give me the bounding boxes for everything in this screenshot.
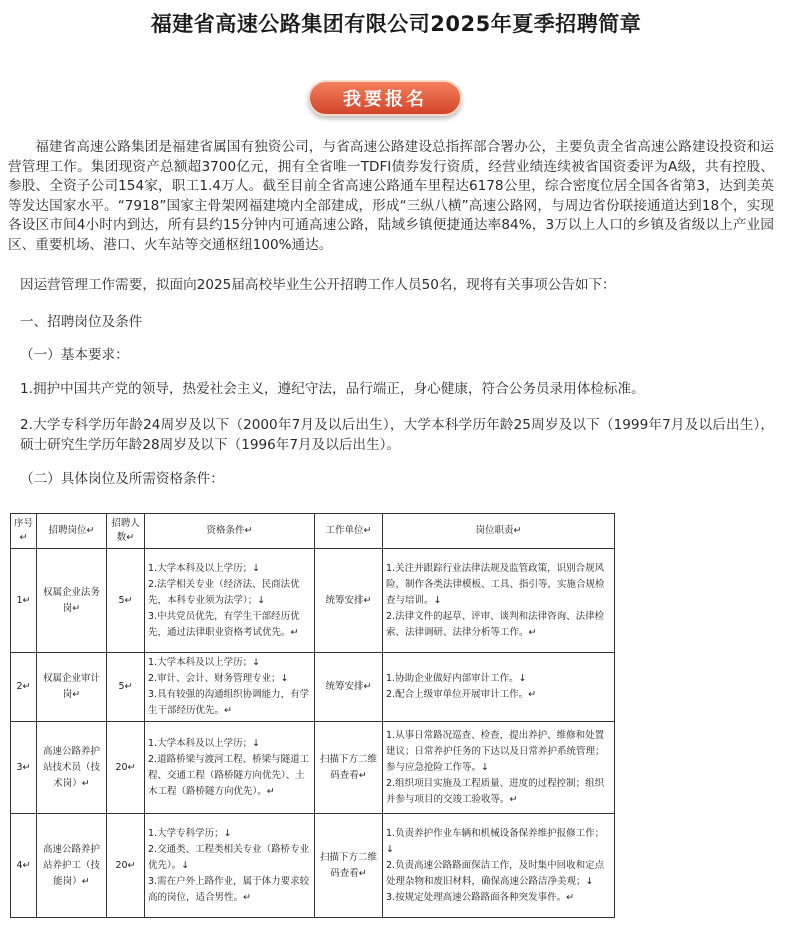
header-conditions: 资格条件↵: [145, 514, 315, 549]
duty-item: 2.负责高速公路路面保洁工作，及时集中回收和定点处理杂物和废旧材料，确保高速公路洁净美观；↓: [386, 859, 605, 887]
intro-paragraph: 福建省高速公路集团是福建省属国有独资公司，与省高速公路建设总指挥部合署办公，主要负责全省高速公路建设投资和运营管理工作。集团现资产总额超3700亿元，拥有全省唯一TDFI债券发行资质，经营业绩连续被省国资委评为A级，共有控股、参股、全资子公司154家，职工1.4万人。截至目前全省高速公路通车里程达6178公里，综合密度位居全国各省第3，达到美英等发达国家水平。“7918”国家主骨架网福建境内全部建成，形成“三纵八横”高速公路网，与周边省份联接通道达到18个，实现各设区市间4小时内到达，所有县约15分钟内可通高速公路，陆域乡镇便捷通达率84%，3万以上人口的乡镇及省级以上产业园区、重要机场、港口、火车站等交通枢纽100%通达。: [8, 139, 774, 253]
row-conditions: [145, 549, 315, 653]
row-duties: [383, 549, 615, 653]
table-row: [11, 722, 615, 814]
row-post: 权属企业审计岗↵: [37, 653, 107, 722]
row-duties: [383, 653, 615, 722]
condition-item: 1.大学本科及以上学历；↓: [148, 657, 261, 668]
row-no: 3↵: [11, 722, 37, 814]
row-unit: 统筹安排↵: [315, 549, 383, 653]
row-count: 5↵: [107, 549, 145, 653]
condition-item: 2.审计、会计、财务管理专业；↓: [148, 673, 289, 684]
row-count: 5↵: [107, 653, 145, 722]
condition-item: 2.法学相关专业（经济法、民商法优先，本科专业须为法学）；↓: [148, 578, 300, 606]
header-unit: 工作单位↵: [315, 514, 383, 549]
duty-item: 1.从事日常路况巡查、检查，提出养护、维修和处置建议；日常养护任务的下达以及日常养护系统管理；参与应急抢险工作等。↓: [386, 729, 605, 773]
announcement-text: 因运营管理工作需要，拟面向2025届高校毕业生公开招聘工作人员50名，现将有关事项公告如下：: [20, 277, 616, 293]
condition-item: 1.大学本科及以上学历；↓: [148, 737, 261, 749]
row-duties: [383, 814, 615, 918]
requirement-2: 2.大学专科学历年龄24周岁及以下（2000年7月及以后出生），大学本科学历年龄25周岁及以下（1999年7月及以后出生），硕士研究生学历年龄28周岁及以下（1996年7月及以后出生）。: [20, 417, 774, 453]
row-unit: 扫描下方二维码查看↵: [315, 722, 383, 814]
row-post: 高速公路养护站养护工（技能岗）↵: [37, 814, 107, 918]
apply-button[interactable]: 我要报名: [308, 80, 462, 116]
section-heading: 一、招聘岗位及条件: [20, 314, 143, 330]
condition-item: 3.中共党员优先，有学生干部经历优先，通过法律职业资格考试优先。↵: [148, 610, 300, 638]
duty-item: 1.协助企业做好内部审计工作。↓: [386, 673, 527, 684]
row-conditions: [145, 722, 315, 814]
row-conditions: [145, 653, 315, 722]
condition-item: 3.需在户外上路作业，属于体力要求较高的岗位，适合男性。↵: [148, 875, 310, 903]
duty-item: 1.关注并跟踪行业法律法规及监管政策，识别合规风险，制作各类法律模板、工具、指引等，实施合规检查与培训。↓: [386, 562, 605, 606]
header-post: 招聘岗位↵: [37, 514, 107, 549]
subsection-heading-basic: （一）基本要求：: [20, 347, 129, 363]
row-conditions: [145, 814, 315, 918]
condition-item: 1.大学专科学历；↓: [148, 827, 232, 839]
condition-item: 2.交通类、工程类相关专业（路桥专业优先）。↓: [148, 843, 310, 871]
duty-item: 3.按规定处理高速公路路面各种突发事件。↵: [386, 891, 575, 903]
condition-item: 1.大学本科及以上学历；↓: [148, 562, 261, 574]
row-post: 高速公路养护站技术员（技术岗）↵: [37, 722, 107, 814]
row-no: 4↵: [11, 814, 37, 918]
row-unit: 扫描下方二维码查看↵: [315, 814, 383, 918]
row-count: 20↵: [107, 814, 145, 918]
subsection-heading-positions: （二）具体岗位及所需资格条件：: [20, 471, 224, 487]
row-post: 权属企业法务岗↵: [37, 549, 107, 653]
row-no: 2↵: [11, 653, 37, 722]
duty-item: 2.法律文件的起草、评审、谈判和法律咨询、法律检索、法律调研、法律分析等工作。↵: [386, 610, 605, 638]
table-header-row: [11, 514, 615, 549]
duty-item: 2.配合上级审单位开展审计工作。↵: [386, 689, 537, 700]
duty-item: 1.负责养护作业车辆和机械设备保养维护报修工作；↓: [386, 827, 605, 855]
row-unit: 统筹安排↵: [315, 653, 383, 722]
positions-table: [10, 513, 615, 918]
header-duties: 岗位职责↵: [383, 514, 615, 549]
row-count: 20↵: [107, 722, 145, 814]
condition-item: 2.道路桥梁与渡河工程、桥梁与隧道工程、交通工程（路桥隧方向优先）、土木工程（路桥隧方向优先）。↵: [148, 753, 310, 797]
table-row: [11, 653, 615, 722]
row-duties: [383, 722, 615, 814]
requirement-1: 1.拥护中国共产党的领导，热爱社会主义，遵纪守法，品行端正，身心健康，符合公务员录用体检标准。: [20, 381, 645, 397]
header-count: 招聘人数↵: [107, 514, 145, 549]
row-no: 1↵: [11, 549, 37, 653]
duty-item: 2.组织项目实施及工程质量、进度的过程控制；组织并参与项目的交竣工验收等。↵: [386, 777, 605, 805]
header-no: 序号↵: [11, 514, 37, 549]
table-row: [11, 814, 615, 918]
table-row: [11, 549, 615, 653]
page-title: 福建省高速公路集团有限公司2025年夏季招聘简章: [150, 12, 642, 36]
condition-item: 3.具有较强的沟通组织协调能力，有学生干部经历优先。↵: [148, 689, 310, 716]
